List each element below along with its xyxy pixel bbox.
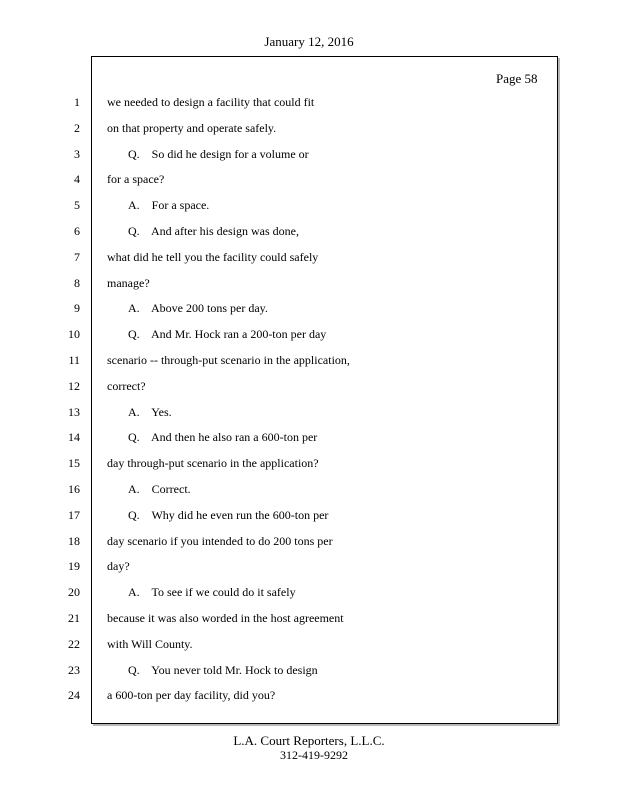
line-number: 4 <box>74 172 80 186</box>
line-number: 6 <box>74 224 80 238</box>
line-text: we needed to design a facility that could fit <box>107 95 315 109</box>
line-number: 24 <box>68 688 80 702</box>
line-text: Q. So did he design for a volume or <box>128 147 309 161</box>
line-text: Q. And Mr. Hock ran a 200-ton per day <box>128 327 327 341</box>
line-text: A. To see if we could do it safely <box>128 585 296 599</box>
line-number: 3 <box>74 147 80 161</box>
line-text: a 600-ton per day facility, did you? <box>107 688 276 702</box>
line-number: 22 <box>68 637 80 651</box>
line-number: 2 <box>74 121 80 135</box>
line-number: 11 <box>68 353 80 367</box>
line-number: 19 <box>68 559 80 573</box>
footer-phone: 312-419-9292 <box>280 748 348 762</box>
line-number: 20 <box>68 585 80 599</box>
line-text: because it was also worded in the host agreement <box>107 611 344 625</box>
line-text: A. For a space. <box>128 198 210 212</box>
line-text: what did he tell you the facility could safely <box>107 250 319 264</box>
line-text: with Will County. <box>107 637 193 651</box>
line-text: Q. And then he also ran a 600-ton per <box>128 430 318 444</box>
line-number: 8 <box>74 276 80 290</box>
line-text: on that property and operate safely. <box>107 121 277 135</box>
line-text: manage? <box>107 276 150 290</box>
line-text: A. Yes. <box>128 405 172 419</box>
line-text: Q. Why did he even run the 600-ton per <box>128 508 329 522</box>
line-number: 15 <box>68 456 80 470</box>
line-text: day? <box>107 559 130 573</box>
footer-company: L.A. Court Reporters, L.L.C. <box>233 733 385 748</box>
line-number: 14 <box>68 430 80 444</box>
line-number: 13 <box>68 405 80 419</box>
line-number: 12 <box>68 379 80 393</box>
line-number: 21 <box>68 611 80 625</box>
line-number: 5 <box>74 198 80 212</box>
line-text: A. Correct. <box>128 482 191 496</box>
page-number: Page 58 <box>496 71 538 86</box>
line-number: 10 <box>68 327 80 341</box>
line-number: 23 <box>68 663 80 677</box>
line-number: 16 <box>68 482 80 496</box>
line-number: 18 <box>68 534 80 548</box>
line-text: correct? <box>107 379 146 393</box>
line-text: Q. You never told Mr. Hock to design <box>128 663 318 677</box>
line-number: 1 <box>74 95 80 109</box>
line-text: for a space? <box>107 172 165 186</box>
line-text: scenario -- through-put scenario in the application, <box>107 353 350 367</box>
line-number: 7 <box>74 250 80 264</box>
line-text: A. Above 200 tons per day. <box>128 301 268 315</box>
line-text: Q. And after his design was done, <box>128 224 299 238</box>
line-text: day through-put scenario in the application? <box>107 456 319 470</box>
header-date: January 12, 2016 <box>264 34 354 49</box>
line-number: 17 <box>68 508 80 522</box>
line-number: 9 <box>74 301 80 315</box>
line-text: day scenario if you intended to do 200 tons per <box>107 534 333 548</box>
